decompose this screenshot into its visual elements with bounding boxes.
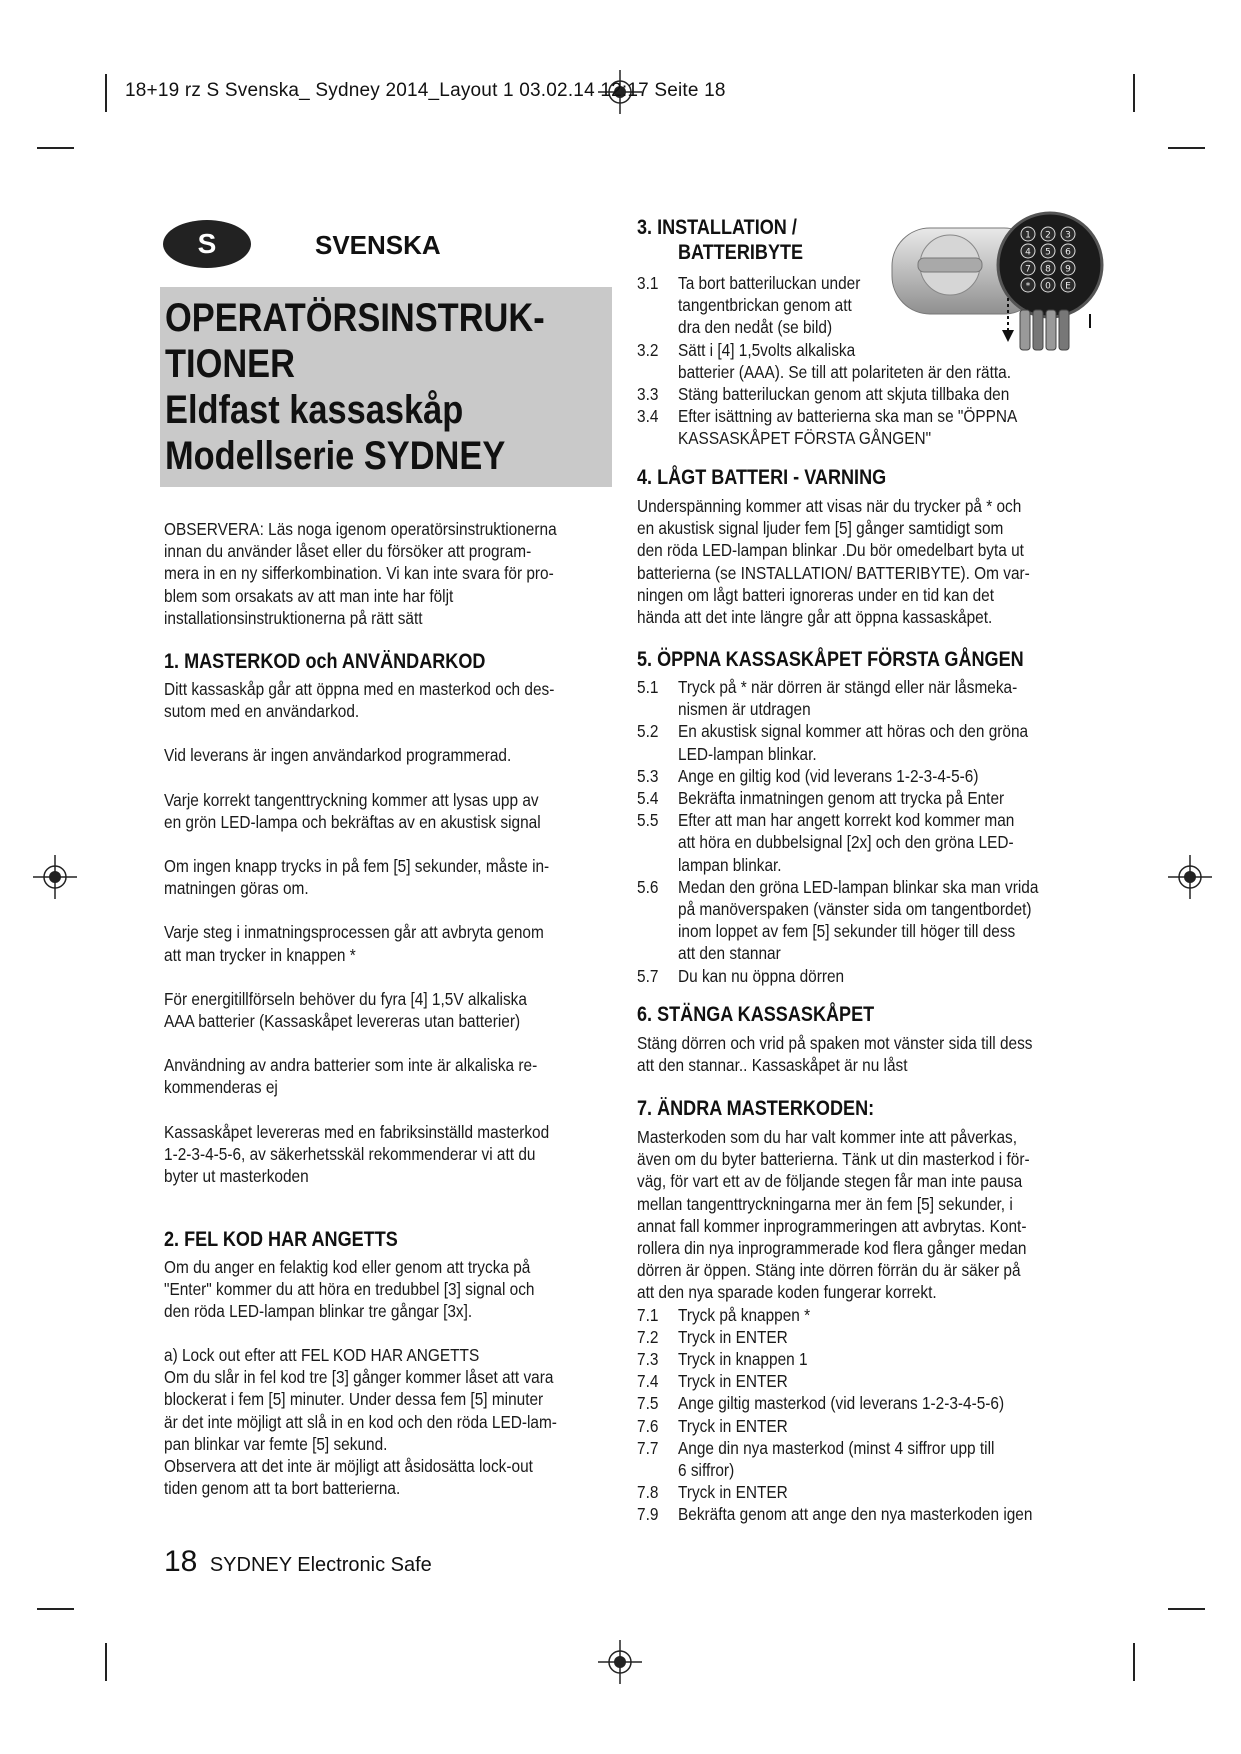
text-line: installationsinstruktionerna på rätt sätt (164, 607, 423, 628)
keypad-key-label: 8 (1045, 264, 1051, 275)
item-text: Ange din nya masterkod (minst 4 siffror upp till (678, 1437, 995, 1458)
item-text: Sätt i [4] 1,5volts alkaliska (678, 339, 856, 360)
text-line: en grön LED-lampa och bekräftas av en akustisk signal (164, 811, 541, 832)
item-text: Bekräfta inmatningen genom att trycka på Enter (678, 788, 1005, 808)
item-text: nismen är utdragen (678, 699, 811, 720)
item-text: Ange en giltig kod (vid leverans 1-2-3-4-5-6) (678, 765, 979, 786)
text-line: den röda LED-lampan blinkar tre gångar [3x]. (164, 1301, 473, 1322)
item-text: LED-lampan blinkar. (678, 743, 817, 764)
keypad-key-label: 9 (1065, 264, 1071, 275)
item-number: 7.6 (637, 1415, 659, 1436)
crop-mark (1168, 147, 1205, 149)
section-heading: 2. FEL KOD HAR ANGETTS (164, 1228, 398, 1251)
text-line: en akustisk signal ljuder fem [5] gånger samtidigt som (637, 518, 1004, 539)
section-heading: BATTERIBYTE (678, 241, 804, 264)
item-number: 7.7 (637, 1437, 659, 1458)
item-text: Tryck in knappen 1 (678, 1349, 808, 1369)
item-number: 5.6 (637, 876, 659, 897)
title-line: TIONER (165, 342, 295, 386)
item-number: 7.5 (637, 1393, 659, 1414)
item-number: 5.1 (637, 677, 659, 697)
keypad-key-label: * (1025, 281, 1031, 292)
item-text: Tryck in ENTER (678, 1326, 788, 1347)
text-line: Om du slår in fel kod tre [3] gånger kommer låset att vara (164, 1367, 554, 1388)
item-text: 6 siffror) (678, 1460, 735, 1480)
keypad-key-label: 0 (1045, 281, 1051, 292)
item-text: Du kan nu öppna dörren (678, 965, 845, 986)
item-number: 5.2 (637, 721, 659, 742)
item-text: Tryck på * när dörren är stängd eller när låsmeka- (678, 677, 1018, 697)
text-line: blem som orsakats av att man inte har följt (164, 585, 454, 606)
item-text: Tryck in ENTER (678, 1415, 788, 1436)
crop-mark (37, 147, 74, 149)
text-line: mellan tangenttryckningarna mer än fem [5] sekunder, i (637, 1193, 1013, 1214)
text-line: Vid leverans är ingen användarkod programmerad. (164, 745, 512, 766)
item-text: Bekräfta genom att ange den nya masterkoden igen (678, 1504, 1033, 1525)
item-text: Efter att man har angett korrekt kod kommer man (678, 810, 1015, 831)
item-text: Tryck på knappen * (678, 1304, 811, 1325)
item-number: 7.9 (637, 1504, 659, 1525)
text-line: Stäng dörren och vrid på spaken mot vänster sida till dess (637, 1033, 1033, 1053)
item-number: 7.3 (637, 1349, 659, 1369)
language-badge: S (163, 220, 251, 268)
crop-mark (105, 74, 107, 112)
item-text: att höra en dubbelsignal [2x] och den gröna LED- (678, 832, 1014, 853)
text-line: Varje steg i inmatningsprocessen går att avbryta genom (164, 922, 544, 943)
registration-mark-icon (1168, 855, 1212, 899)
item-text: Efter isättning av batterierna ska man se "ÖPPNA (678, 406, 1018, 427)
text-line: Användning av andra batterier som inte är alkaliska re- (164, 1055, 538, 1076)
text-line: Varje korrekt tangenttryckning kommer att lysas upp av (164, 789, 539, 810)
registration-mark-icon (598, 1640, 642, 1684)
keypad-lock-illustration (890, 210, 1105, 360)
crop-mark (1133, 1643, 1135, 1681)
text-line: Underspänning kommer att visas när du trycker på * och (637, 496, 1022, 516)
text-line: innan du använder låset eller du försöker att program- (164, 541, 532, 562)
item-text: lampan blinkar. (678, 854, 782, 875)
item-number: 5.5 (637, 810, 659, 831)
page-number: 18 (164, 1545, 198, 1578)
text-line: rollera din nya inprogrammerade kod flera gånger medan (637, 1238, 1027, 1258)
item-number: 3.4 (637, 406, 659, 427)
item-text: Medan den gröna LED-lampan blinkar ska man vrida (678, 876, 1039, 897)
item-text: KASSASKÅPET FÖRSTA GÅNGEN" (678, 428, 932, 449)
section-heading: 1. MASTERKOD och ANVÄNDARKOD (164, 650, 486, 673)
item-text: att den stannar (678, 943, 781, 964)
item-text: En akustisk signal kommer att höras och den gröna (678, 721, 1029, 742)
text-line: byter ut masterkoden (164, 1166, 309, 1186)
text-line: ningen om lågt batteri ignoreras under en tid kan det (637, 584, 995, 605)
item-number: 7.4 (637, 1371, 659, 1392)
text-line: Masterkoden som du har valt kommer inte att påverkas, (637, 1127, 1018, 1147)
section-heading: 6. STÄNGA KASSASKÅPET (637, 1003, 875, 1026)
text-line: pan blinkar var femte [5] sekund. (164, 1433, 388, 1454)
section-heading: 7. ÄNDRA MASTERKODEN: (637, 1097, 875, 1120)
item-number: 7.2 (637, 1326, 659, 1347)
crop-mark (1168, 1608, 1205, 1610)
text-line: Observera att det inte är möjligt att åsidosätta lock-out (164, 1456, 533, 1476)
title-line: OPERATÖRSINSTRUK- (165, 296, 545, 340)
item-text: Ange giltig masterkod (vid leverans 1-2-3-4-5-6) (678, 1393, 1005, 1414)
item-number: 5.7 (637, 965, 659, 986)
keypad-key-label: 5 (1045, 247, 1051, 258)
crop-mark (105, 1643, 107, 1681)
title-line: Modellserie SYDNEY (165, 434, 506, 478)
item-text: tangentbrickan genom att (678, 295, 852, 316)
text-line: att den nya sparade koden fungerar korrekt. (637, 1282, 937, 1303)
section-heading: 5. ÖPPNA KASSASKÅPET FÖRSTA GÅNGEN (637, 648, 1024, 671)
text-line: Kassaskåpet levereras med en fabriksinställd masterkod (164, 1121, 550, 1142)
footer-title: SYDNEY Electronic Safe (209, 1554, 432, 1576)
text-line: den röda LED-lampan blinkar .Du bör omedelbart byta ut (637, 540, 1024, 561)
item-number: 5.3 (637, 765, 659, 786)
text-line: Om ingen knapp trycks in på fem [5] sekunder, måste in- (164, 856, 550, 876)
text-line: 1-2-3-4-5-6, av säkerhetsskäl rekommenderar vi att du (164, 1143, 536, 1164)
text-line: OBSERVERA: Läs noga igenom operatörsinstruktionerna (164, 519, 557, 539)
print-slug: 18+19 rz S Svenska_ Sydney 2014_Layout 1 03.02.14 12:17 Seite 18 (125, 80, 726, 101)
text-line: dörren är öppen. Stäng inte dörren förrän du är säker på (637, 1260, 1021, 1281)
text-line: annat fall kommer inprogrammeringen att avbrytas. Kont- (637, 1215, 1027, 1236)
keypad-key-label: 4 (1025, 247, 1031, 258)
text-line: sutom med en användarkod. (164, 701, 360, 722)
item-number: 3.1 (637, 273, 659, 293)
text-line: kommenderas ej (164, 1077, 278, 1098)
item-number: 7.8 (637, 1482, 659, 1503)
crop-mark (1133, 74, 1135, 112)
crop-mark (37, 1608, 74, 1610)
item-text: batterier (AAA). Se till att polariteten är den rätta. (678, 361, 1011, 382)
text-line: väg, för vart ett av de följande stegen får man inte pausa (637, 1171, 1023, 1192)
title-box (160, 287, 612, 487)
keypad-key-label: 2 (1045, 230, 1051, 241)
item-text: Ta bort batteriluckan under (678, 273, 861, 293)
keypad-key-label: E (1065, 281, 1071, 292)
text-line: att man trycker in knappen * (164, 944, 356, 965)
text-line: Om du anger en felaktig kod eller genom att trycka på (164, 1257, 531, 1277)
keypad-key-label: 1 (1025, 230, 1031, 241)
text-line: att den stannar.. Kassaskåpet är nu låst (637, 1055, 908, 1076)
text-line: "Enter" kommer du att höra en tredubbel [3] signal och (164, 1279, 535, 1300)
registration-mark-icon (33, 855, 77, 899)
text-line: blockerat i fem [5] minuter. Under dessa fem [5] minuter (164, 1389, 544, 1410)
text-line: Ditt kassaskåp går att öppna med en masterkod och des- (164, 679, 555, 699)
keypad-key-label: 3 (1065, 230, 1071, 241)
item-number: 3.3 (637, 384, 659, 404)
item-text: dra den nedåt (se bild) (678, 317, 833, 338)
text-line: även om du byter batterierna. Tänk ut din masterkod i för- (637, 1149, 1030, 1170)
item-number: 7.1 (637, 1304, 659, 1325)
title-line: Eldfast kassaskåp (165, 388, 464, 432)
item-text: Tryck in ENTER (678, 1482, 788, 1503)
item-text: inom loppet av fem [5] sekunder till höger till dess (678, 921, 1016, 942)
text-line: är det inte möjligt att slå in en kod och den röda LED-lam- (164, 1411, 557, 1432)
keypad-key-label: 7 (1025, 264, 1031, 275)
item-text: Tryck in ENTER (678, 1371, 788, 1392)
text-line: a) Lock out efter att FEL KOD HAR ANGETTS (164, 1345, 480, 1365)
text-line: mera in en ny sifferkombination. Vi kan inte svara för pro- (164, 563, 554, 584)
keypad-key-label: 6 (1065, 247, 1071, 258)
item-number: 3.2 (637, 339, 659, 360)
text-line: För energitillförseln behöver du fyra [4] 1,5V alkaliska (164, 988, 527, 1009)
language-label: SVENSKA (315, 230, 441, 260)
page-footer (164, 1545, 432, 1579)
section-heading: 3. INSTALLATION / (637, 216, 797, 239)
item-text: Stäng batteriluckan genom att skjuta tillbaka den (678, 384, 1010, 404)
text-line: AAA batterier (Kassaskåpet levereras utan batterier) (164, 1011, 521, 1031)
section-heading: 4. LÅGT BATTERI - VARNING (637, 466, 887, 489)
text-line: hända att det inte längre går att öppna kassaskåpet. (637, 607, 993, 627)
item-text: på manöverspaken (vänster sida om tangentbordet) (678, 899, 1032, 919)
text-line: matningen göras om. (164, 878, 309, 899)
text-line: tiden genom att ta bort batterierna. (164, 1478, 401, 1499)
text-line: batterierna (se INSTALLATION/ BATTERIBYTE). Om var- (637, 562, 1030, 583)
item-number: 5.4 (637, 788, 659, 808)
